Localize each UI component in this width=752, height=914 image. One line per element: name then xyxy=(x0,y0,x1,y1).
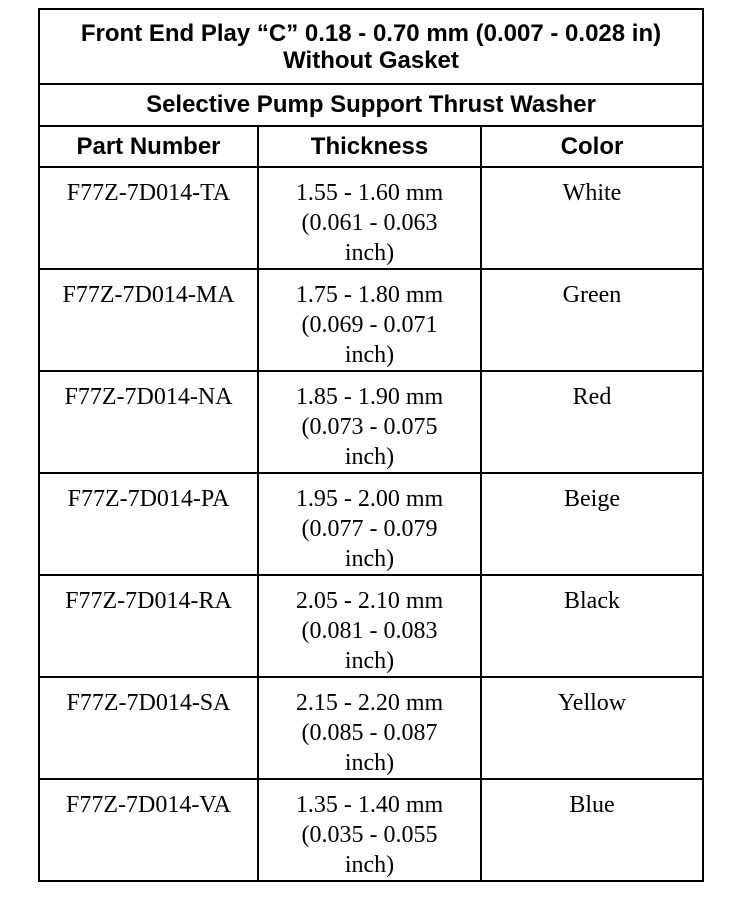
thickness-inch: (0.061 - 0.063 xyxy=(301,210,438,236)
thickness-mm: 2.15 - 2.20 mm xyxy=(295,690,444,716)
color-cell: Black xyxy=(564,588,620,614)
color-cell: Blue xyxy=(569,792,615,818)
header-row xyxy=(40,127,702,168)
table-row xyxy=(40,270,702,372)
thickness-mm: 1.55 - 1.60 mm xyxy=(295,180,444,206)
thickness-unit: inch) xyxy=(344,852,395,878)
table-row xyxy=(40,678,702,780)
thickness-cell xyxy=(259,678,482,778)
table-row xyxy=(40,576,702,678)
header-color: Color xyxy=(560,132,624,160)
table-row xyxy=(40,168,702,270)
color-cell: White xyxy=(562,180,622,206)
thrust-washer-table xyxy=(38,8,704,882)
part-number-cell: F77Z-7D014-SA xyxy=(40,678,259,778)
thickness-inch: (0.073 - 0.075 xyxy=(301,414,438,440)
thickness-unit: inch) xyxy=(344,240,395,266)
table-row xyxy=(40,780,702,880)
color-cell: Red xyxy=(572,384,612,410)
thickness-inch: (0.069 - 0.071 xyxy=(301,312,438,338)
thickness-mm: 1.75 - 1.80 mm xyxy=(295,282,444,308)
thickness-unit: inch) xyxy=(344,342,395,368)
thickness-cell xyxy=(259,372,482,472)
header-part-number: Part Number xyxy=(40,127,259,166)
thickness-cell xyxy=(259,168,482,268)
thickness-unit: inch) xyxy=(344,546,395,572)
thickness-inch: (0.081 - 0.083 xyxy=(301,618,438,644)
thickness-cell xyxy=(259,576,482,676)
thickness-mm: 1.85 - 1.90 mm xyxy=(295,384,444,410)
table-title: Front End Play “C” 0.18 - 0.70 mm (0.007 - 0.028 in) Without Gasket xyxy=(40,10,702,85)
part-number-cell: F77Z-7D014-PA xyxy=(40,474,259,574)
thickness-unit: inch) xyxy=(344,648,395,674)
thickness-unit: inch) xyxy=(344,444,395,470)
header-thickness: Thickness xyxy=(259,127,482,166)
thickness-mm: 1.95 - 2.00 mm xyxy=(295,486,444,512)
part-number-cell: F77Z-7D014-VA xyxy=(40,780,259,880)
thickness-cell xyxy=(259,780,482,880)
thickness-mm: 2.05 - 2.10 mm xyxy=(295,588,444,614)
color-cell: Beige xyxy=(564,486,620,512)
table-row xyxy=(40,474,702,576)
part-number-cell: F77Z-7D014-MA xyxy=(40,270,259,370)
table-subtitle: Selective Pump Support Thrust Washer xyxy=(40,85,702,127)
thickness-inch: (0.035 - 0.055 xyxy=(301,822,438,848)
thickness-cell xyxy=(259,270,482,370)
table-row xyxy=(40,372,702,474)
thickness-mm: 1.35 - 1.40 mm xyxy=(295,792,444,818)
color-cell: Green xyxy=(562,282,622,308)
thickness-inch: (0.077 - 0.079 xyxy=(301,516,438,542)
part-number-cell: F77Z-7D014-RA xyxy=(40,576,259,676)
part-number-cell: F77Z-7D014-TA xyxy=(40,168,259,268)
thickness-cell xyxy=(259,474,482,574)
part-number-cell: F77Z-7D014-NA xyxy=(40,372,259,472)
thickness-unit: inch) xyxy=(344,750,395,776)
color-cell: Yellow xyxy=(557,690,627,716)
thickness-inch: (0.085 - 0.087 xyxy=(301,720,438,746)
